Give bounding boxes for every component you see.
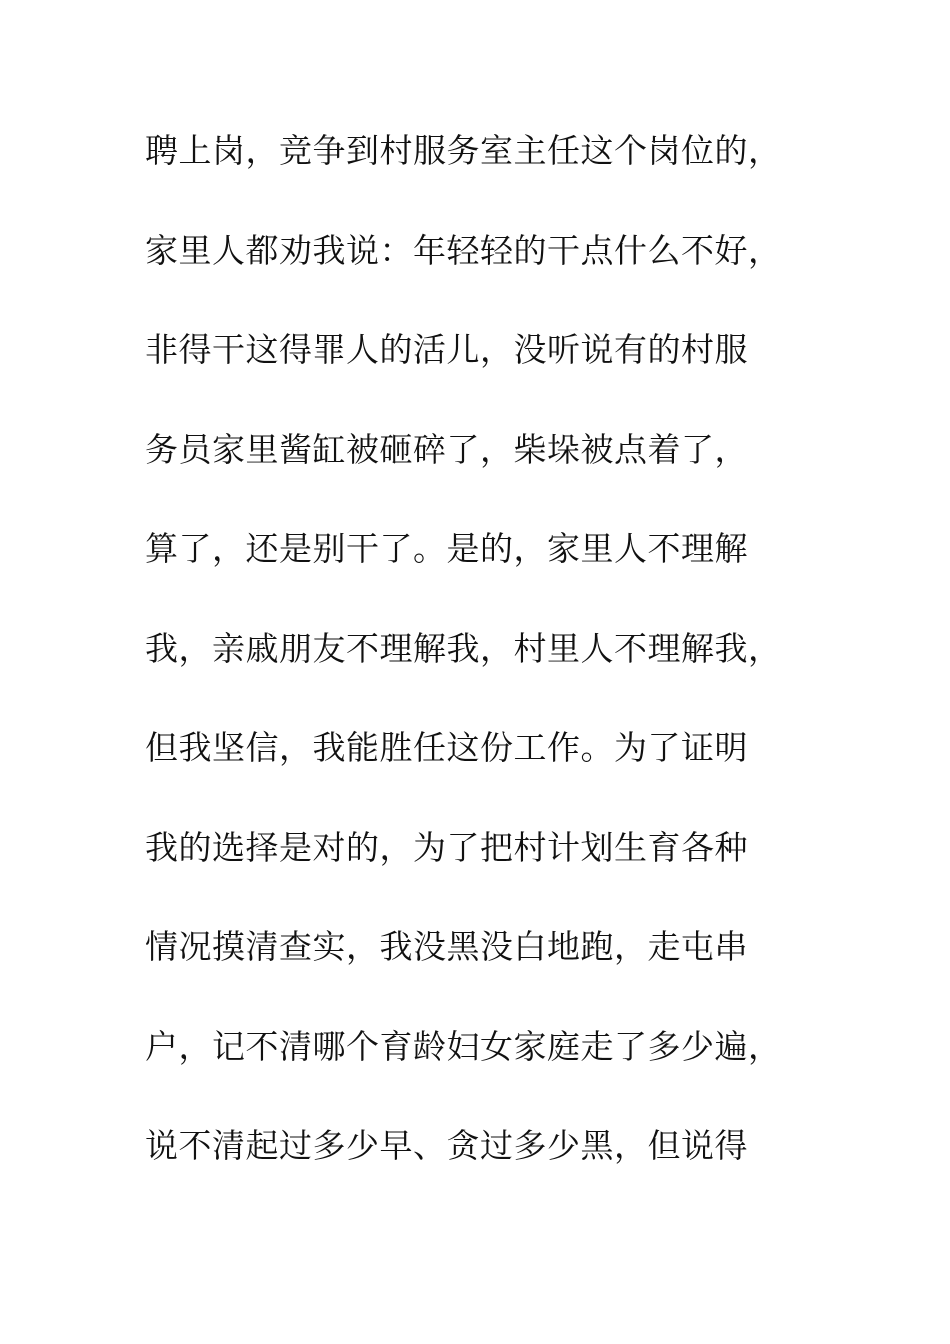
text-line: 说不清起过多少早、贪过多少黑，但说得	[145, 1126, 748, 1165]
text-line: 我，亲戚朋友不理解我，村里人不理解我，	[145, 628, 782, 668]
text-line: 但我坚信，我能胜任这份工作。为了证明	[145, 728, 748, 767]
text-line: 算了，还是别干了。是的，家里人不理解	[145, 529, 748, 568]
text-line: 户，记不清哪个育龄妇女家庭走了多少遍，	[145, 1026, 782, 1066]
text-line: 聘上岗，竞争到村服务室主任这个岗位的，	[145, 131, 782, 170]
body-text	[145, 122, 825, 1217]
text-line: 家里人都劝我说：年轻轻的干点什么不好，	[145, 230, 782, 270]
text-line: 务员家里酱缸被砸碎了，柴垛被点着了，	[145, 429, 748, 469]
text-line: 非得干这得罪人的活儿，没听说有的村服	[145, 330, 748, 369]
text-line: 情况摸清查实，我没黑没白地跑，走屯串	[145, 927, 748, 966]
text-line: 我的选择是对的，为了把村计划生育各种	[145, 827, 748, 867]
